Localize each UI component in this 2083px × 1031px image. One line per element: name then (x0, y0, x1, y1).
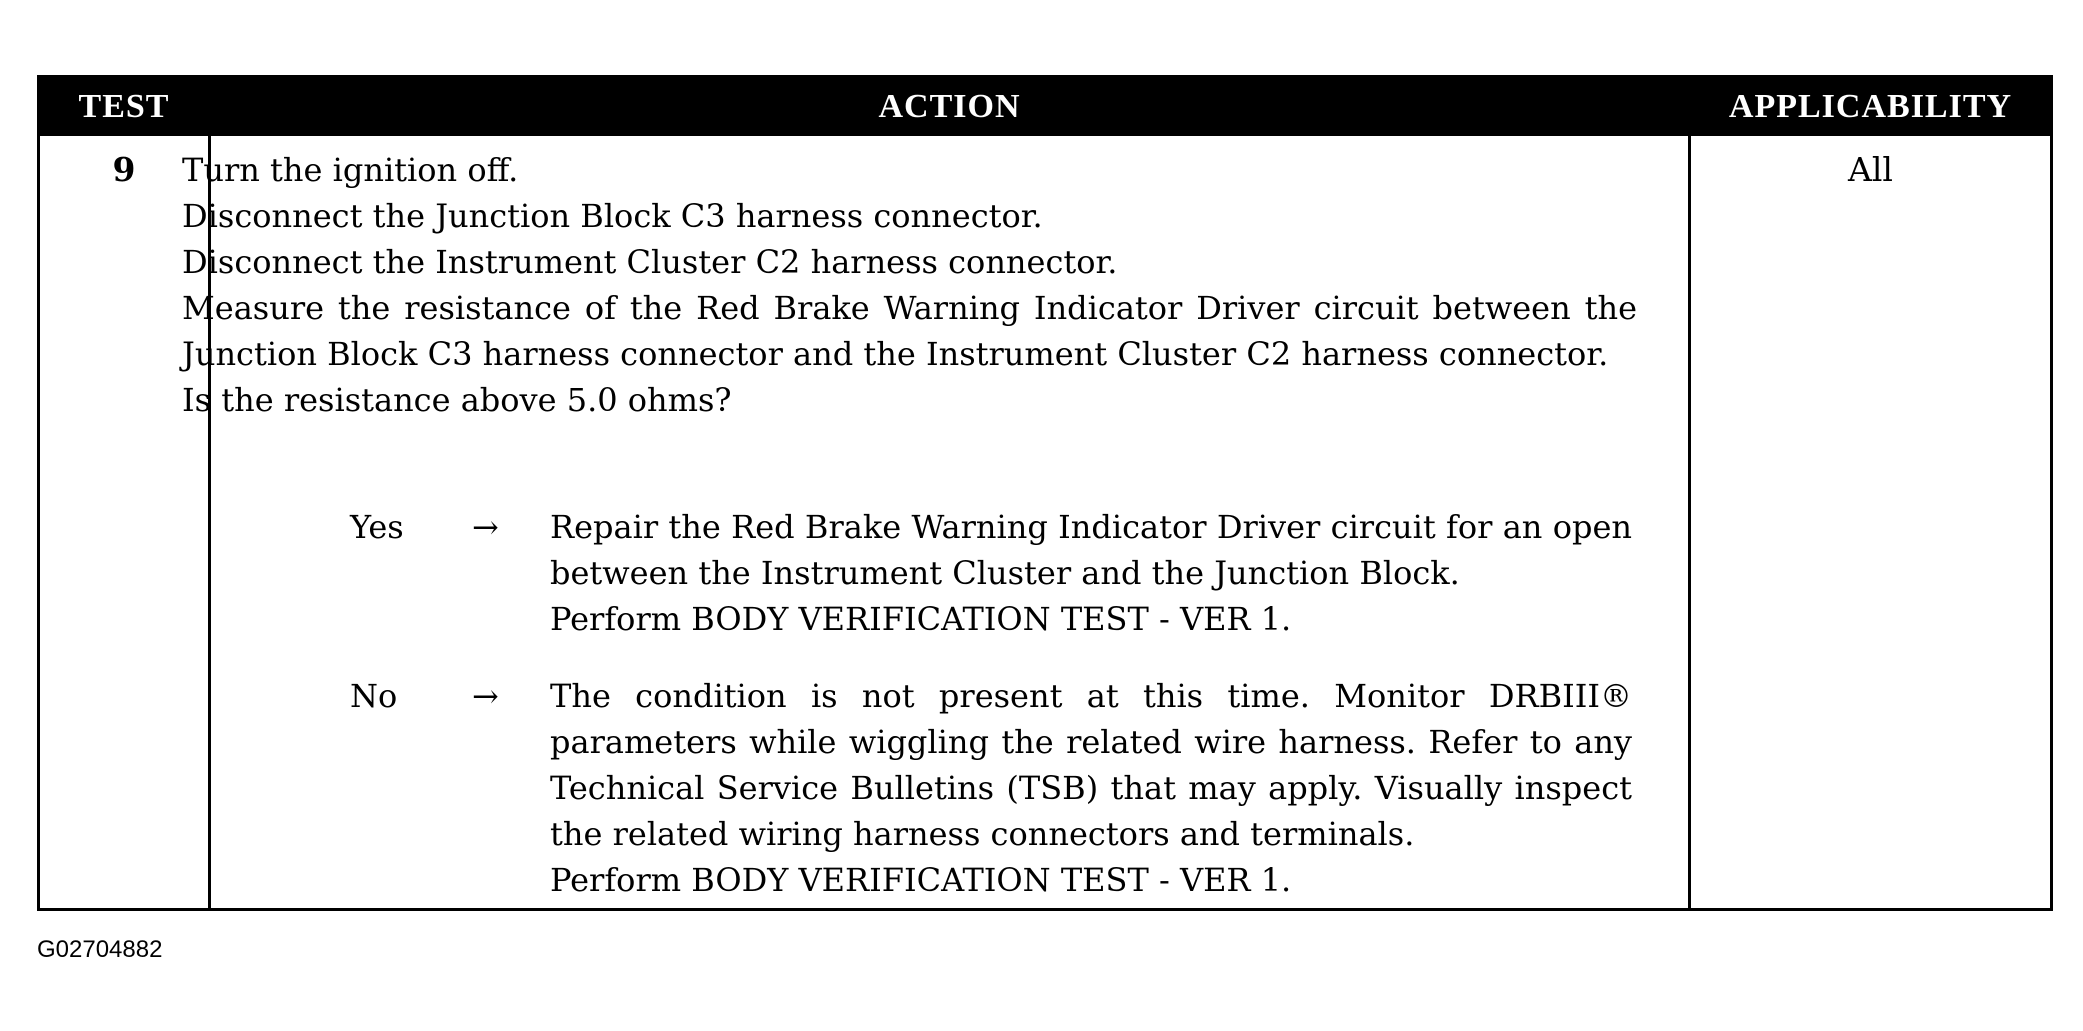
column-divider-applicability (1688, 136, 1691, 908)
action-line: Disconnect the Junction Block C3 harness connector. (182, 197, 1043, 235)
action-instructions (182, 147, 1637, 423)
response-verification: Perform BODY VERIFICATION TEST - VER 1. (550, 600, 1292, 638)
response-label-no: No (350, 677, 398, 715)
response-label-yes: Yes (350, 508, 404, 546)
action-line: Measure the resistance of the Red Brake Warning Indicator Driver circuit between the Junction Block C3 harness connector and the Instrument Cluster C2 harness connector. (182, 289, 1637, 373)
figure-id-caption: G02704882 (37, 936, 163, 963)
response-verification: Perform BODY VERIFICATION TEST - VER 1. (550, 861, 1292, 899)
response-description: Repair the Red Brake Warning Indicator Driver circuit for an open between the Instrument Cluster and the Junction Block. (550, 508, 1632, 592)
header-test: TEST (78, 88, 170, 125)
table-header (40, 78, 2050, 136)
action-question: Is the resistance above 5.0 ohms? (182, 381, 732, 419)
response-description: The condition is not present at this time. Monitor DRBIII® parameters while wiggling the related wire harness. Refer to any Technical Service Bulletins (TSB) that may apply. Visually inspect the related wiring harness connectors and terminals. (550, 677, 1632, 853)
action-line: Turn the ignition off. (182, 151, 519, 189)
header-applicability: APPLICABILITY (1728, 88, 2013, 125)
arrow-right-icon: → (472, 677, 499, 715)
applicability-value: All (1848, 150, 1893, 189)
response-text-no (550, 673, 1632, 903)
test-number: 9 (112, 150, 136, 189)
header-action: ACTION (878, 88, 1021, 125)
arrow-right-icon: → (472, 508, 499, 546)
action-line: Disconnect the Instrument Cluster C2 harness connector. (182, 243, 1118, 281)
response-text-yes (550, 504, 1632, 642)
